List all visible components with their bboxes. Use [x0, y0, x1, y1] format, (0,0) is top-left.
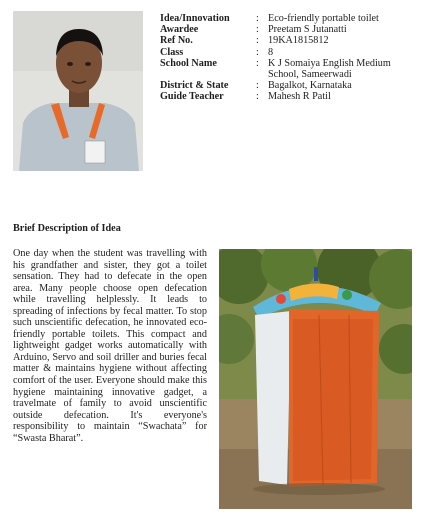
- portable-toilet-image: [219, 249, 412, 509]
- info-row-guide: [160, 91, 420, 102]
- info-label: Ref No.: [160, 35, 193, 47]
- description-text: One day when the student was travelling with his grandfather and sister, they got a toilet sensation. They had to defecate in the open area. Many people choose open defecation while travelling helplessly. It leads to spreading of infections by fecal matter. To stop such unscientific defecation, he innovated eco-friendly portable toilets. This compact and lightweight gadget works automatically with Arduino, Servo and soil driller and buries fecal matter & maintains hygiene without affecting comfort of the user. Everyone should make this hygiene maintaining innovative gadget, a travelmate of family to avoid unscientific outside defecation. It's everyone's responsibility to maintain “Swachata” for “Swasta Bharat”.: [13, 248, 207, 444]
- section-heading: Brief Description of Idea: [13, 223, 121, 234]
- info-row-school: [160, 58, 420, 80]
- info-value: Preetam S Jutanatti: [268, 24, 347, 36]
- info-separator: :: [256, 46, 259, 58]
- info-row-ref-no: [160, 35, 420, 46]
- info-value: 19KA1815812: [268, 35, 329, 47]
- info-label: Class: [160, 46, 184, 58]
- info-separator: :: [256, 80, 259, 92]
- info-label: Idea/Innovation: [160, 13, 230, 24]
- info-separator: :: [256, 57, 259, 69]
- info-label: School Name: [160, 57, 217, 69]
- info-label: Awardee: [160, 24, 199, 36]
- info-value: Eco-friendly portable toilet: [268, 13, 379, 24]
- awardee-info: [160, 13, 420, 103]
- info-separator: :: [256, 91, 259, 103]
- info-row-class: [160, 47, 420, 58]
- info-separator: :: [256, 35, 259, 47]
- info-label: District & State: [160, 80, 229, 92]
- info-row-idea: [160, 13, 420, 24]
- info-value: Mahesh R Patil: [268, 91, 331, 103]
- product-photo: [219, 249, 412, 509]
- info-value: K J Somaiya English Medium School, Sameerwadi: [268, 57, 391, 81]
- info-separator: :: [256, 13, 259, 24]
- awardee-portrait-image: [13, 11, 143, 171]
- info-value: Bagalkot, Karnataka: [268, 80, 352, 92]
- info-label: Guide Teacher: [160, 91, 224, 103]
- awardee-photo: [13, 11, 143, 171]
- info-row-awardee: [160, 24, 420, 35]
- info-separator: :: [256, 24, 259, 36]
- info-row-district: [160, 80, 420, 91]
- info-value: 8: [268, 46, 274, 58]
